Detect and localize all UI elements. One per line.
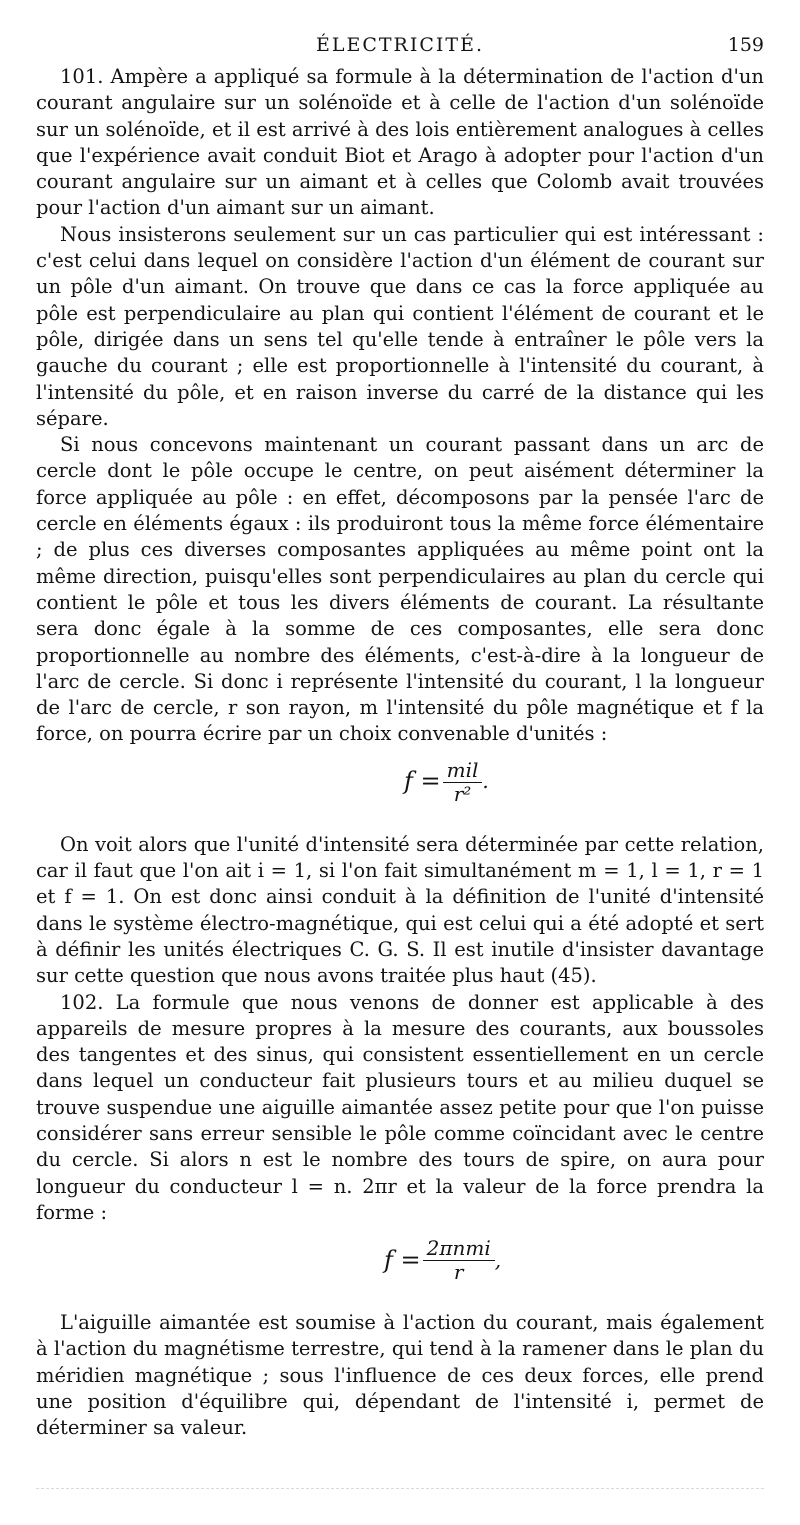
running-title: ÉLECTRICITÉ. xyxy=(315,34,484,56)
paragraph-unit-intensity: On voit alors que l'unité d'intensité sera déterminée par cette relation, car il faut que l'on ait i = 1, si l'on fait simultanément m = 1, l = 1, r = 1 et f = 1. On est donc ainsi conduit à la définition de l'unité d'intensité dans le système électro-magnétique, qui est celui qui a été adopté et sert à définir les unités électriques C. G. S. Il est inutile d'insister davantage sur cette question que nous avons traitée plus haut (45). xyxy=(36,832,764,988)
page-header xyxy=(36,34,764,60)
body-text xyxy=(36,64,764,1442)
paragraph-number: 101. xyxy=(60,65,104,88)
scan-bleed-line xyxy=(36,1488,764,1491)
formula-lhs: f = xyxy=(384,1245,421,1274)
paragraph-101 xyxy=(36,64,764,222)
paragraph-needle: L'aiguille aimantée est soumise à l'action du courant, mais également à l'action du magnétisme terrestre, qui tend à la ramener dans le plan du méridien magnétique ; sous l'influence de ces deux forces, elle prend une position d'équilibre qui, dépendant de l'intensité i, permet de déterminer sa valeur. xyxy=(36,1311,764,1440)
page-number: 159 xyxy=(727,34,764,56)
formula-denominator: r² xyxy=(453,781,472,806)
formula-end: . xyxy=(482,769,489,794)
paragraph-circle-arc: Si nous concevons maintenant un courant passant dans un arc de cercle dont le pôle occupe le centre, on peut aisément déterminer la force appliquée au pôle : en effet, décomposons par la pensée l'arc de cercle en éléments égaux : ils produiront tous la même force élémentaire ; de plus ces diverses composantes appliquées au même point ont la même direction, puisqu'elles sont perpendiculaires au plan du cercle qui contient le pôle et tous les divers éléments de courant. La résultante sera donc égale à la somme de ces composantes, elle sera donc proportionnelle au nombre des éléments, c'est-à-dire à la longueur de l'arc de cercle. Si donc i représente l'intensité du courant, l la longueur de l'arc de cercle, r son rayon, m l'intensité du pôle magnétique et f la force, on pourra écrire par un choix convenable d'unités : xyxy=(36,433,764,746)
formula-lhs: f = xyxy=(404,767,441,796)
formula-force-coil xyxy=(36,1236,764,1296)
paragraph-102 xyxy=(36,990,764,1227)
paragraph-text: Ampère a appliqué sa formule à la détermination de l'action d'un courant angulaire sur un solénoïde et à celle de l'action d'un solénoïde sur un solénoïde, et il est arrivé à des lois entièrement analogues à celles que l'expérience avait conduit Biot et Arago à adopter pour l'action d'un courant angulaire sur un aimant et à celles que Colomb avait trouvées pour l'action d'un aimant sur un aimant. xyxy=(36,65,764,220)
formula-numerator: 2πnmi xyxy=(423,1236,495,1261)
formula-end: , xyxy=(494,1247,502,1272)
formula-denominator: r xyxy=(453,1260,464,1285)
paragraph-text: La formule que nous venons de donner est applicable à des appareils de mesure propres à la mesure des courants, aux boussoles des tangentes et des sinus, qui consistent essentiellement en un cercle dans lequel un conducteur fait plusieurs tours et au milieu duquel se trouve suspendue une aiguille aimantée assez petite pour que l'on puisse considérer sans erreur sensible le pôle comme coïncidant avec le centre du cercle. Si alors n est le nombre des tours de spire, on aura pour longueur du conducteur l = n. 2πr et la valeur de la force prendra la forme : xyxy=(36,990,764,1224)
formula-numerator: mil xyxy=(443,758,483,783)
paragraph-pole-case: Nous insisterons seulement sur un cas particulier qui est intéressant : c'est celui dans lequel on considère l'action d'un élément de courant sur un pôle d'un aimant. On trouve que dans ce cas la force appliquée au pôle est perpendiculaire au plan qui contient l'élément de courant et le pôle, dirigée dans un sens tel qu'elle tende à entraîner le pôle vers la gauche du courant ; elle est proportionnelle à l'intensité du courant, à l'intensité du pôle, et en raison inverse du carré de la distance qui les sépare. xyxy=(36,222,764,430)
paragraph-number: 102. xyxy=(60,990,104,1014)
formula-force-arc xyxy=(36,758,764,818)
